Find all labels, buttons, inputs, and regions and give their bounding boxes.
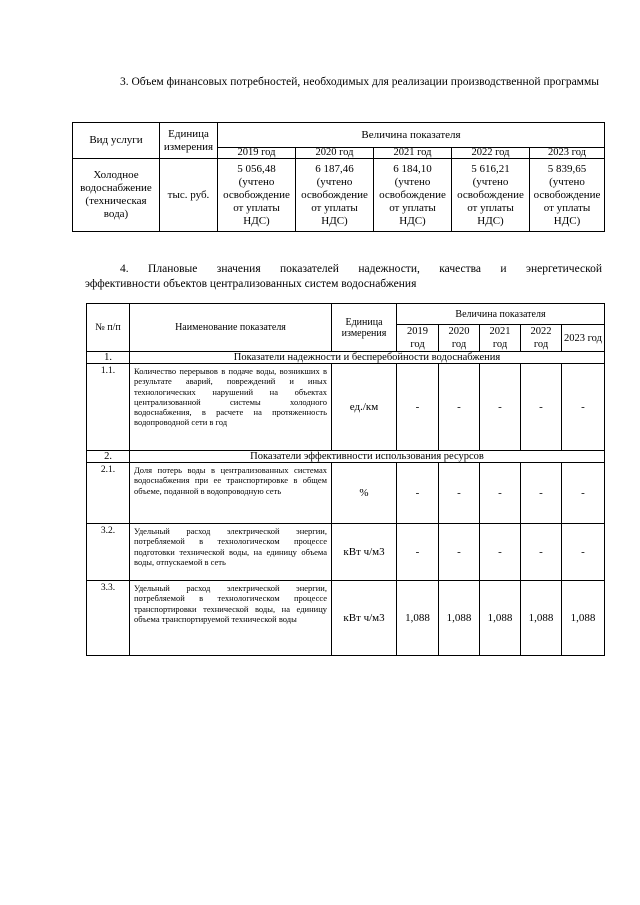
name-header: Наименование показателя bbox=[130, 304, 332, 352]
value-cell: 1,088 bbox=[562, 581, 605, 656]
num-header: № п/п bbox=[87, 304, 130, 352]
service-header: Вид услуги bbox=[73, 123, 160, 159]
section-title: Показатели надежности и бесперебойности водоснабжения bbox=[130, 352, 605, 364]
value-cell: 1,088 bbox=[480, 581, 521, 656]
indicator-name: Доля потерь воды в централизованных системах водоснабжения при ее транспортировке в общем объеме, поданной в водопроводную сеть bbox=[130, 463, 332, 524]
year-header: 2019 год bbox=[218, 148, 296, 159]
year-header: 2022 год bbox=[452, 148, 530, 159]
unit-cell: кВт ч/м3 bbox=[332, 581, 397, 656]
value-header: Величина показателя bbox=[218, 123, 605, 148]
value-cell: - bbox=[521, 463, 562, 524]
unit-header: Единица измерения bbox=[160, 123, 218, 159]
value-cell: 5 839,65 (учтено освобождение от уплаты НДС) bbox=[530, 159, 605, 232]
value-cell: - bbox=[480, 524, 521, 581]
unit-header: Единица измерения bbox=[332, 304, 397, 352]
indicator-name: Удельный расход электрической энергии, потребляемой в технологическом процессе подготовки технической воды, на единицу объема воды, отпускаемой в сеть bbox=[130, 524, 332, 581]
value-cell: 5 056,48 (учтено освобождение от уплаты НДС) bbox=[218, 159, 296, 232]
year-header: 2021 год bbox=[374, 148, 452, 159]
service-cell: Холодное водоснабжение (техническая вода) bbox=[73, 159, 160, 232]
value-cell: - bbox=[439, 463, 480, 524]
value-cell: - bbox=[397, 364, 439, 451]
section-title: Показатели эффективности использования ресурсов bbox=[130, 451, 605, 463]
value-cell: - bbox=[521, 524, 562, 581]
unit-cell: ед./км bbox=[332, 364, 397, 451]
value-cell: - bbox=[397, 463, 439, 524]
row-number: 3.2. bbox=[87, 524, 130, 581]
value-cell: - bbox=[521, 364, 562, 451]
section3-title: 3. Объем финансовых потребностей, необходимых для реализации производственной программы bbox=[120, 76, 599, 88]
year-header: 2023 год bbox=[562, 325, 605, 352]
row-number: 1.1. bbox=[87, 364, 130, 451]
indicator-name: Количество перерывов в подаче воды, возникших в результате аварий, повреждений и иных технологических нарушений на объектах централизованной системы холодного водоснабжения, в расчете на протяженность водопроводной сети в год bbox=[130, 364, 332, 451]
year-header: 2020 год bbox=[439, 325, 480, 352]
indicator-name: Удельный расход электрической энергии, потребляемой в технологическом процессе транспортировки технической воды, на единицу объема транспортируемой технической воды bbox=[130, 581, 332, 656]
value-cell: - bbox=[397, 524, 439, 581]
row-number: 2.1. bbox=[87, 463, 130, 524]
financial-needs-table bbox=[72, 122, 605, 232]
indicators-table bbox=[86, 303, 605, 656]
value-cell: 6 187,46 (учтено освобождение от уплаты НДС) bbox=[296, 159, 374, 232]
value-cell: - bbox=[562, 463, 605, 524]
value-cell: 1,088 bbox=[521, 581, 562, 656]
year-header: 2023 год bbox=[530, 148, 605, 159]
value-cell: - bbox=[562, 364, 605, 451]
value-cell: - bbox=[562, 524, 605, 581]
value-cell: - bbox=[480, 463, 521, 524]
value-cell: - bbox=[480, 364, 521, 451]
row-number: 3.3. bbox=[87, 581, 130, 656]
year-header: 2019 год bbox=[397, 325, 439, 352]
value-header: Величина показателя bbox=[397, 304, 605, 325]
value-cell: 1,088 bbox=[397, 581, 439, 656]
year-header: 2020 год bbox=[296, 148, 374, 159]
unit-cell: кВт ч/м3 bbox=[332, 524, 397, 581]
unit-cell: % bbox=[332, 463, 397, 524]
section-number: 1. bbox=[87, 352, 130, 364]
value-cell: - bbox=[439, 524, 480, 581]
value-cell: 5 616,21 (учтено освобождение от уплаты НДС) bbox=[452, 159, 530, 232]
value-cell: 1,088 bbox=[439, 581, 480, 656]
value-cell: 6 184,10 (учтено освобождение от уплаты НДС) bbox=[374, 159, 452, 232]
section4-title: 4. Плановые значения показателей надежности, качества и энергетической эффективности объектов централизованных систем водоснабжения bbox=[85, 263, 602, 290]
value-cell: - bbox=[439, 364, 480, 451]
section-number: 2. bbox=[87, 451, 130, 463]
year-header: 2021 год bbox=[480, 325, 521, 352]
year-header: 2022 год bbox=[521, 325, 562, 352]
unit-cell: тыс. руб. bbox=[160, 159, 218, 232]
